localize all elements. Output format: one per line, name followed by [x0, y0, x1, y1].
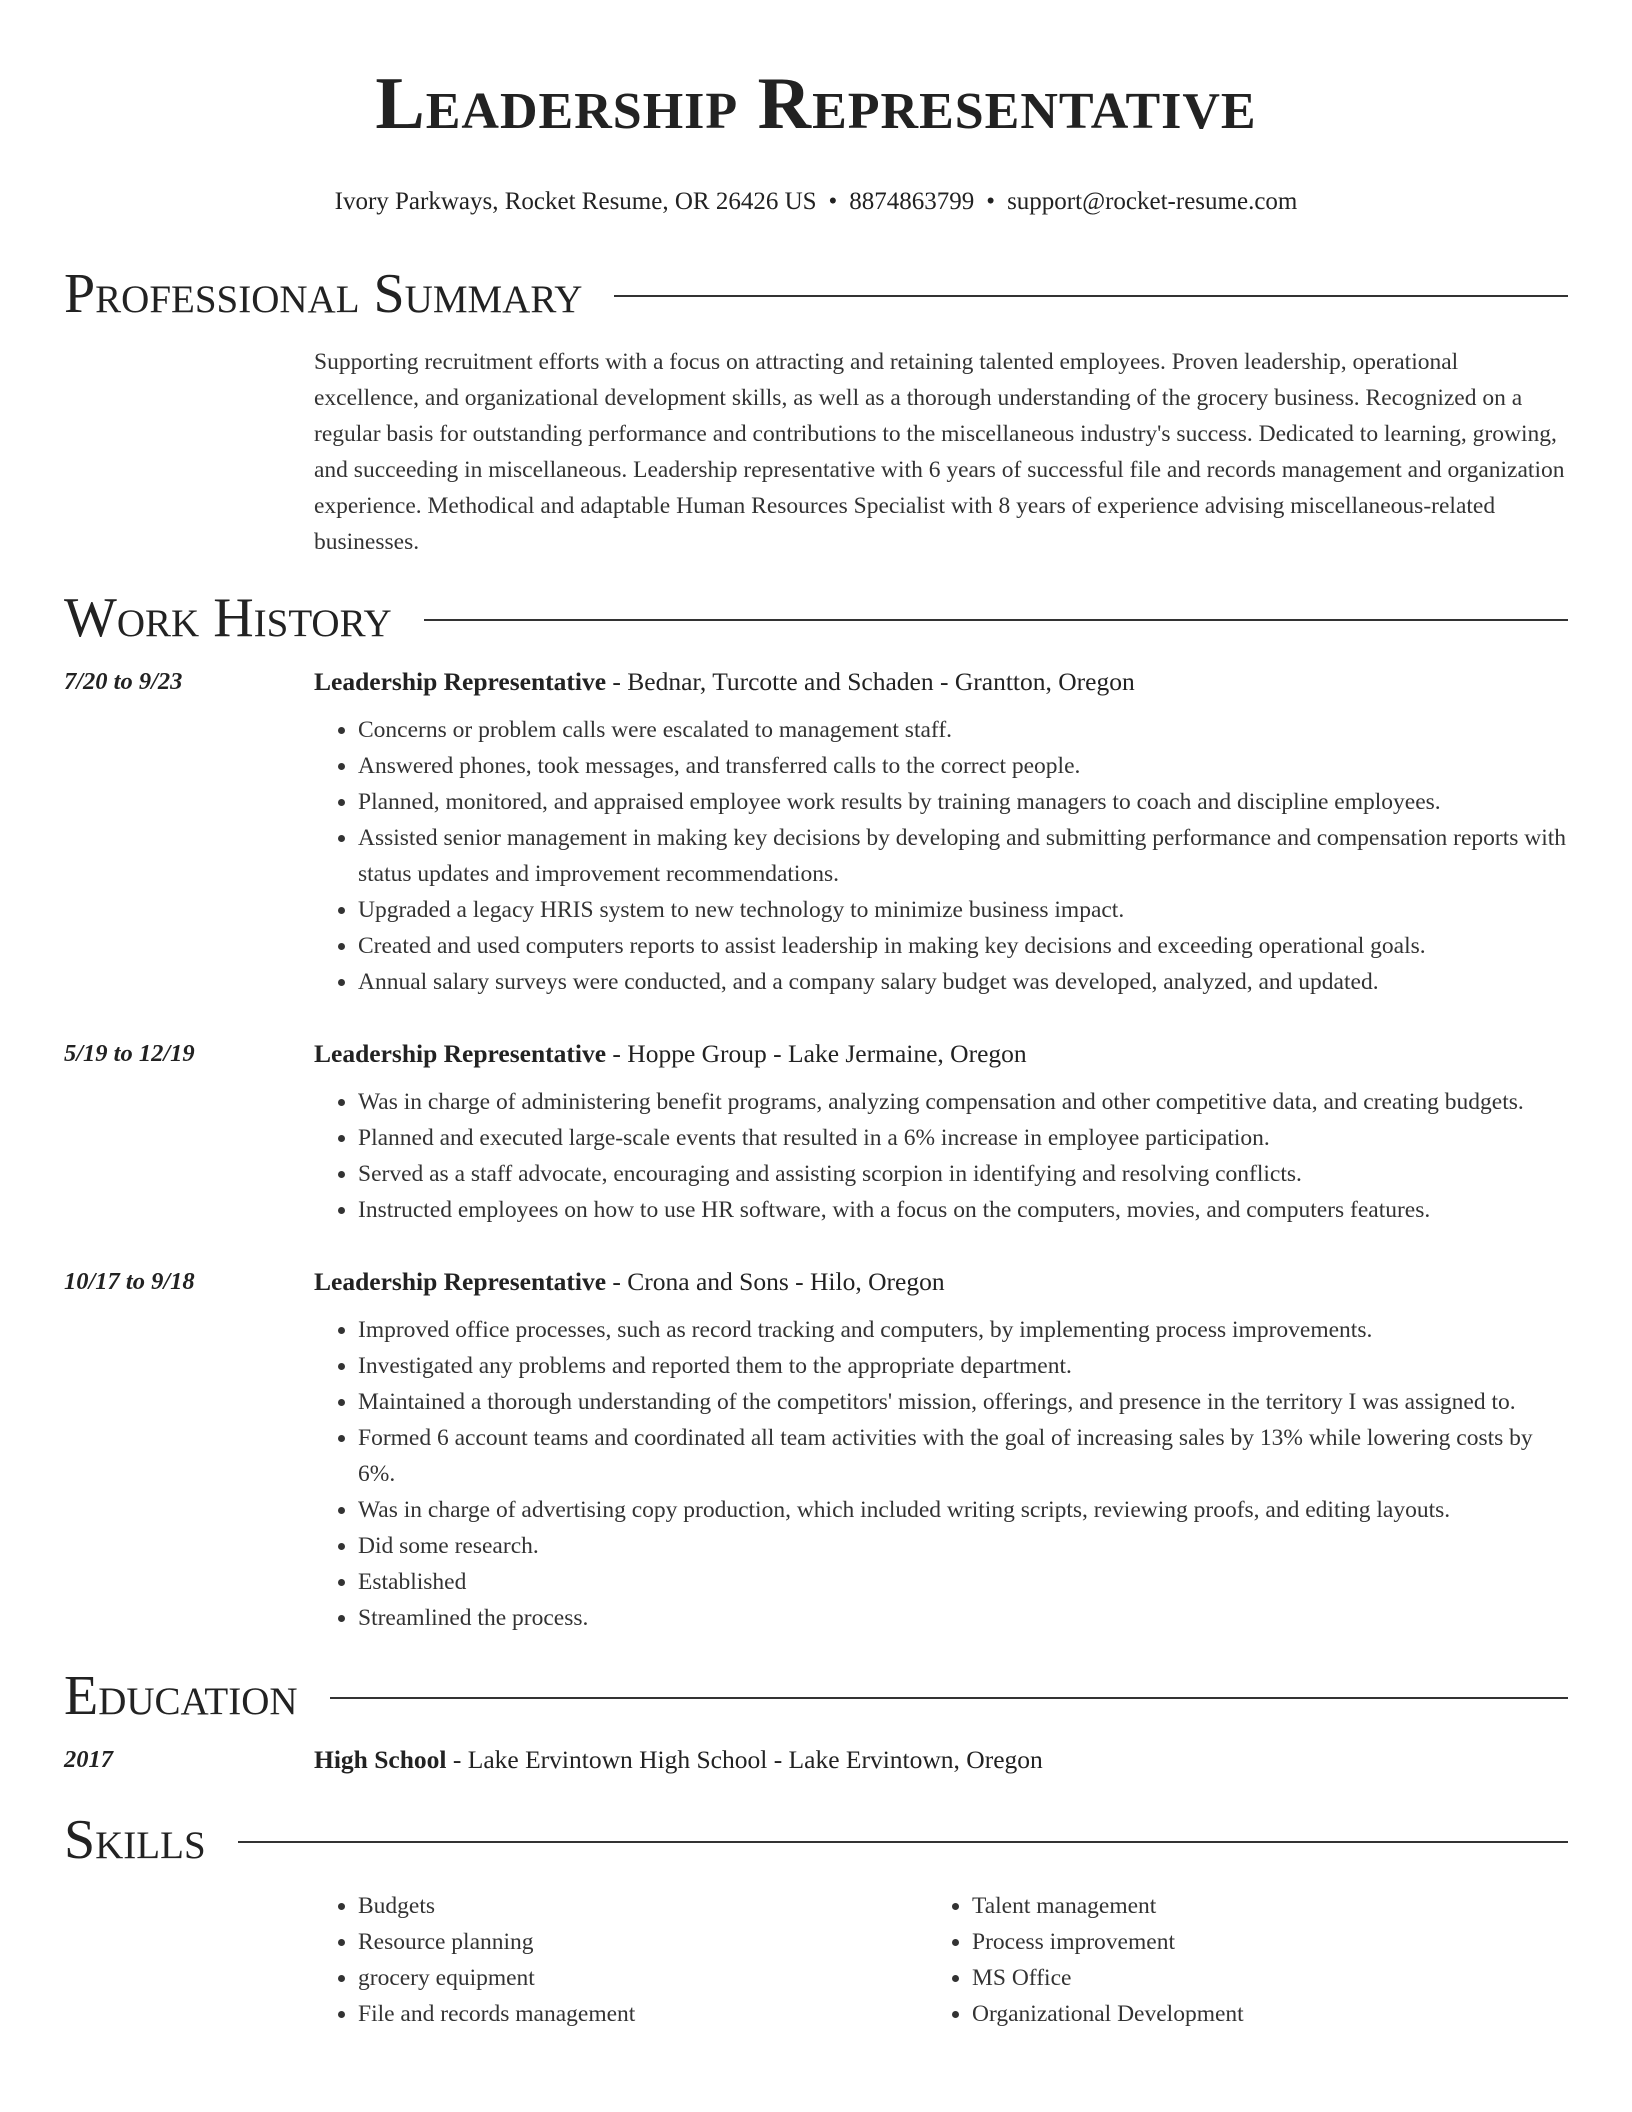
list-item: • MS Office	[972, 1960, 1244, 1996]
skills-column-left	[314, 1888, 928, 2032]
education-heading: Education	[64, 1665, 298, 1727]
list-item: • grocery equipment	[358, 1960, 928, 1996]
job-details: - Crona and Sons - Hilo, Oregon	[606, 1267, 945, 1296]
section-divider	[330, 1697, 1568, 1699]
list-item: • Was in charge of advertising copy production, which included writing scripts, reviewing proofs, and editing layouts.	[358, 1492, 1568, 1528]
list-item: • Was in charge of administering benefit programs, analyzing compensation and other competitive data, and creating budgets.	[358, 1084, 1568, 1120]
skills-column-right	[928, 1888, 1244, 2032]
list-item: • Upgraded a legacy HRIS system to new technology to minimize business impact.	[358, 892, 1568, 928]
list-item: • Resource planning	[358, 1924, 928, 1960]
section-divider	[614, 295, 1568, 297]
list-item: • Established	[358, 1564, 1568, 1600]
list-item: • Organizational Development	[972, 1996, 1244, 2032]
summary-heading: Professional Summary	[64, 263, 583, 325]
job-title: Leadership Representative	[314, 667, 607, 696]
list-item: • Formed 6 account teams and coordinated all team activities with the goal of increasing sales by 13% while lowering costs by 6%.	[358, 1420, 1568, 1492]
job-heading	[314, 1264, 1568, 1300]
list-item: • Annual salary surveys were conducted, and a company salary budget was developed, analyzed, and updated.	[358, 964, 1568, 1000]
list-item: • Assisted senior management in making key decisions by developing and submitting performance and compensation reports with status updates and improvement recommendations.	[358, 820, 1568, 892]
job-heading	[314, 1036, 1568, 1072]
education-body	[314, 1742, 1568, 1778]
job-list	[64, 664, 1568, 1636]
list-item: • Streamlined the process.	[358, 1600, 1568, 1636]
skills-section-header	[64, 1808, 1568, 1872]
contact-address: Ivory Parkways, Rocket Resume, OR 26426 US	[334, 188, 817, 215]
list-item: • Planned, monitored, and appraised employee work results by training managers to coach and discipline employees.	[358, 784, 1568, 820]
list-item: • File and records management	[358, 1996, 928, 2032]
job-dates: 5/19 to 12/19	[64, 1040, 195, 1067]
job-entry	[64, 664, 1568, 1000]
education-year: 2017	[64, 1746, 113, 1773]
job-bullets	[314, 1312, 1568, 1636]
education-section-header	[64, 1664, 1568, 1728]
skills-heading: Skills	[64, 1809, 206, 1871]
list-item: • Budgets	[358, 1888, 928, 1924]
job-bullets	[314, 1084, 1568, 1228]
job-entry	[64, 1264, 1568, 1636]
job-body	[314, 1036, 1568, 1228]
contact-separator: •	[828, 188, 838, 215]
job-details: - Hoppe Group - Lake Jermaine, Oregon	[606, 1039, 1027, 1068]
list-item: • Served as a staff advocate, encouraging and assisting scorpion in identifying and resolving conflicts.	[358, 1156, 1568, 1192]
job-dates: 10/17 to 9/18	[64, 1268, 195, 1295]
list-item: • Process improvement	[972, 1924, 1244, 1960]
list-item: • Improved office processes, such as record tracking and computers, by implementing process improvements.	[358, 1312, 1568, 1348]
job-body	[314, 1264, 1568, 1636]
section-divider	[238, 1841, 1568, 1843]
summary-section-header	[64, 262, 1568, 326]
work-section-header	[64, 586, 1568, 650]
list-item: • Answered phones, took messages, and transferred calls to the correct people.	[358, 748, 1568, 784]
list-item: • Talent management	[972, 1888, 1244, 1924]
work-heading: Work History	[64, 587, 392, 649]
section-divider	[424, 619, 1568, 621]
list-item: • Instructed employees on how to use HR software, with a focus on the computers, movies, and computers features.	[358, 1192, 1568, 1228]
list-item: • Created and used computers reports to assist leadership in making key decisions and exceeding operational goals.	[358, 928, 1568, 964]
summary-text: Supporting recruitment efforts with a focus on attracting and retaining talented employees. Proven leadership, operational excellence, and organizational development skills, as well as a thorough understanding of the grocery business. Recognized on a regular basis for outstanding performance and contributions to the miscellaneous industry's success. Dedicated to learning, growing, and succeeding in miscellaneous. Leadership representative with 6 years of successful file and records management and organization experience. Methodical and adaptable Human Resources Specialist with 8 years of experience advising miscellaneous-related businesses.	[314, 349, 1565, 555]
contact-email: support@rocket-resume.com	[1007, 188, 1298, 215]
skills-list	[314, 1888, 1568, 2032]
contact-separator: •	[986, 188, 996, 215]
contact-phone: 8874863799	[849, 188, 975, 215]
job-title: Leadership Representative	[314, 1039, 607, 1068]
job-heading	[314, 664, 1568, 700]
job-entry	[64, 1036, 1568, 1228]
resume-name: Leadership Representative	[375, 63, 1257, 145]
list-item: • Planned and executed large-scale events that resulted in a 6% increase in employee participation.	[358, 1120, 1568, 1156]
education-details: - Lake Ervintown High School - Lake Ervintown, Oregon	[446, 1745, 1043, 1774]
job-bullets	[314, 712, 1568, 1000]
list-item: • Concerns or problem calls were escalated to management staff.	[358, 712, 1568, 748]
list-item: • Maintained a thorough understanding of the competitors' mission, offerings, and presence in the territory I was assigned to.	[358, 1384, 1568, 1420]
job-details: - Bednar, Turcotte and Schaden - Grantton, Oregon	[606, 667, 1135, 696]
job-title: Leadership Representative	[314, 1267, 607, 1296]
education-entry	[64, 1742, 1568, 1778]
job-dates: 7/20 to 9/23	[64, 668, 183, 695]
list-item: • Investigated any problems and reported them to the appropriate department.	[358, 1348, 1568, 1384]
education-degree: High School	[314, 1745, 447, 1774]
list-item: • Did some research.	[358, 1528, 1568, 1564]
job-body	[314, 664, 1568, 1000]
contact-line	[64, 186, 1568, 218]
